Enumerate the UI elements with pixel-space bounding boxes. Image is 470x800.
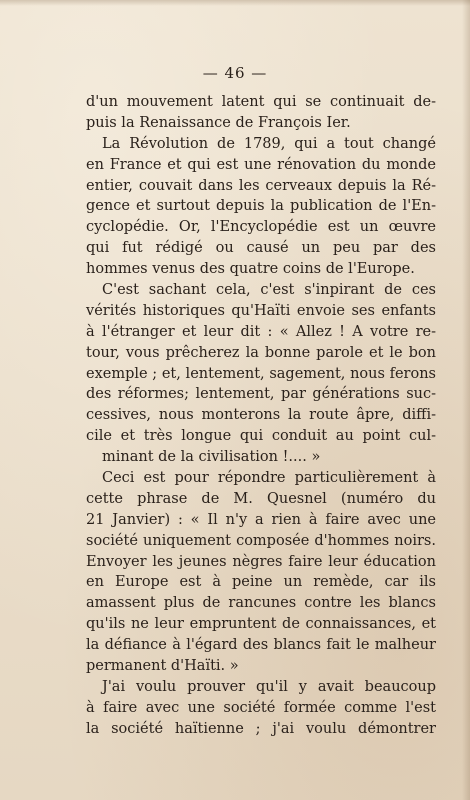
text-line: J'ai voulu prouver qu'il y avait beaucoup bbox=[102, 678, 436, 695]
text-line: à l'étranger et leur dit : « Allez ! A votre re- bbox=[86, 323, 436, 340]
text-line: cile et très longue qui conduit au point cul- bbox=[86, 428, 436, 445]
text-line: à faire avec une société formée comme l'est bbox=[86, 699, 436, 716]
text-line: cyclopédie. Or, l'Encyclopédie est un œuvre bbox=[86, 219, 436, 236]
text-line: permanent d'Haïti. » bbox=[86, 658, 239, 675]
text-line: qu'ils ne leur empruntent de connaissances, et bbox=[86, 616, 436, 633]
text-line: la défiance à l'égard des blancs fait le malheur bbox=[86, 637, 436, 654]
text-line: d'un mouvement latent qui se continuait de- bbox=[86, 94, 436, 110]
text-line: en Europe est à peine un remède, car ils bbox=[86, 574, 436, 591]
page-text bbox=[86, 92, 436, 740]
text-line: des réformes; lentement, par générations suc- bbox=[86, 386, 436, 403]
text-line: Ceci est pour répondre particulièrement à bbox=[102, 470, 436, 487]
text-line: cessives, nous monterons la route âpre, diffi- bbox=[86, 407, 436, 424]
text-line: gence et surtout depuis la publication de l'En- bbox=[86, 198, 436, 215]
text-line: société uniquement composée d'hommes noirs. bbox=[86, 532, 436, 549]
text-line: amassent plus de rancunes contre les blancs bbox=[86, 595, 436, 612]
text-line: La Révolution de 1789, qui a tout changé bbox=[102, 135, 436, 152]
text-line: qui fut rédigé ou causé un peu par des bbox=[86, 240, 436, 257]
text-line: puis la Renaissance de François Ier. bbox=[86, 114, 351, 131]
text-line: minant de la civilisation !.... » bbox=[102, 449, 321, 466]
text-line: Envoyer les jeunes nègres faire leur éducation bbox=[86, 553, 436, 570]
text-line: la société haïtienne ; j'ai voulu démontrer bbox=[86, 720, 436, 737]
text-line: 21 Janvier) : « Il n'y a rien à faire avec une bbox=[86, 511, 436, 528]
text-line: en France et qui est une rénovation du monde bbox=[86, 156, 436, 173]
text-line: cette phrase de M. Quesnel (numéro du bbox=[86, 490, 436, 507]
text-line: vérités historiques qu'Haïti envoie ses enfants bbox=[86, 302, 436, 319]
text-line: tour, vous prêcherez la bonne parole et le bon bbox=[86, 344, 436, 361]
text-line: hommes venus des quatre coins de l'Europe. bbox=[86, 261, 415, 278]
page-number: — 46 — bbox=[202, 64, 268, 82]
text-line: C'est sachant cela, c'est s'inpirant de ces bbox=[102, 282, 436, 299]
text-line: exemple ; et, lentement, sagement, nous ferons bbox=[86, 365, 436, 382]
text-line: entier, couvait dans les cerveaux depuis la Ré- bbox=[86, 177, 436, 194]
